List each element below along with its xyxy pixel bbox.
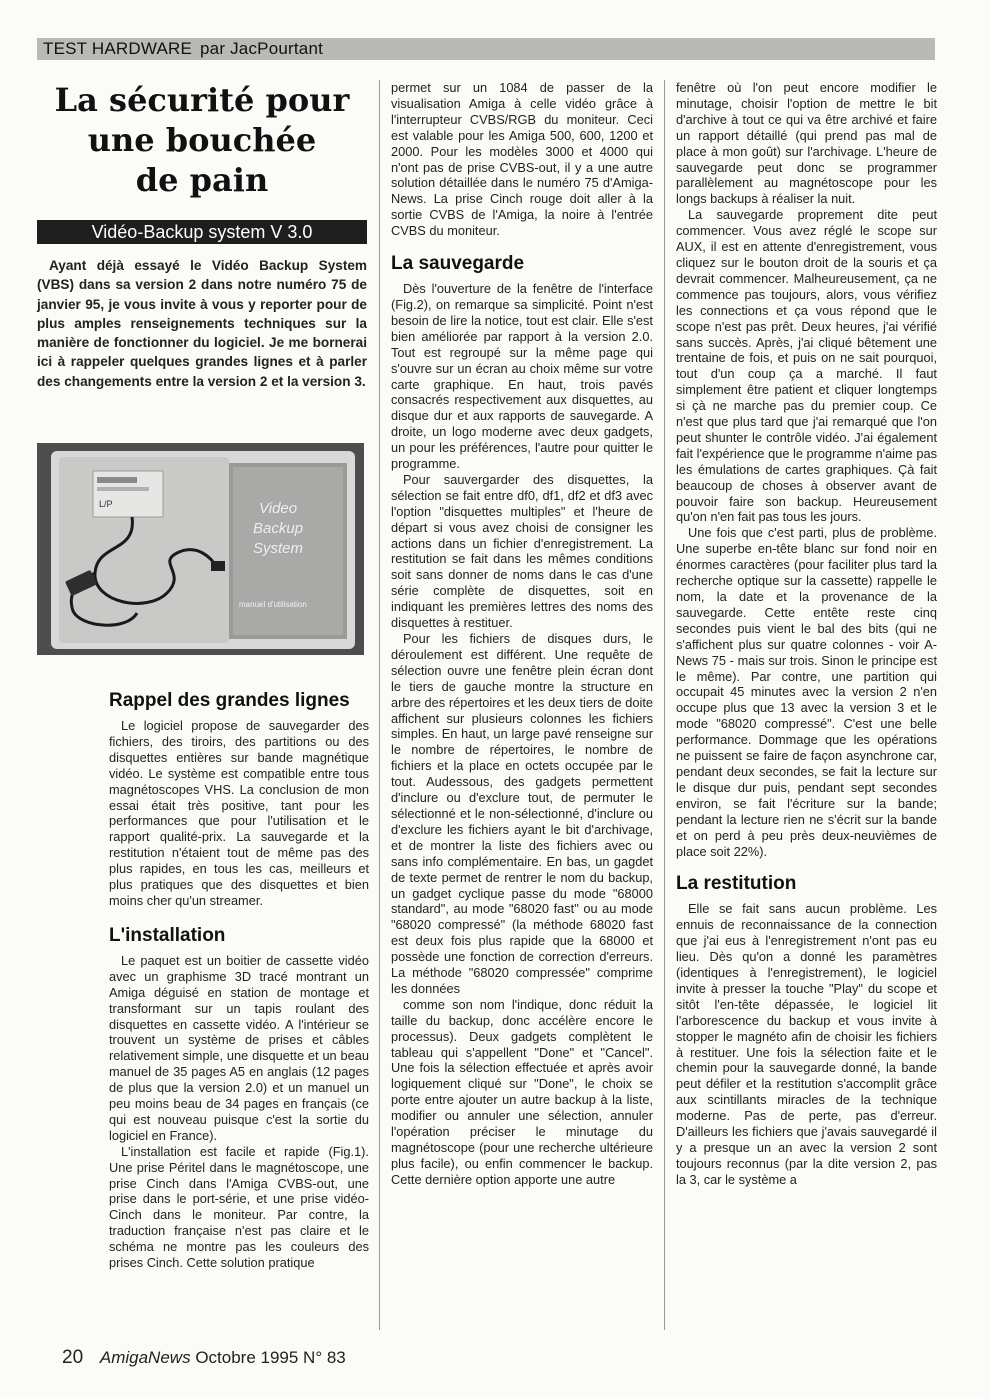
paragraph: comme son nom l'indique, donc réduit la taille du backup, donc accélère encore le processus). Deux gadgets complètent le tableau qui s'appellent "Done" et "Cancel". Une fois la sélection effectuée et après avoir logiquement cliqué sur "Done", le choix se porte entre ajouter un autre backup à la liste, modifier ou annuler une sélection, annuler l'opération préciser le minutage du magnétoscope (pour une recherche ultérieure plus facile), ou enfin commencer le backup. Cette dernière option apporte une autre — [391, 996, 653, 1187]
paragraph: La sauvegarde proprement dite peut commencer. Vous avez réglé le scope sur AUX, il est en attente d'enregistrement, vous cliquez sur le bouton droit de la souris et ça devrait commencer. Malheureusement, ça ne commence pas toujours, alors, vous vérifiez les connections et ça vous répond que le scope n'est pas prêt. Deux heures, j'ai vérifié sans succès. Après, j'ai cliqué bêtement une trentaine de fois, et puis on ne sait pourquoi, tout d'un coup ça a marché. Il faut simplement être patient et cliquer longtemps si çà ne marche pas du premier coup. Ce n'est que plus tard que j'ai remarqué que l'on peut shunter le contrôle vidéo. J'ai également fait l'expérience que le programme n'aime pas les émulations de cartes graphiques. Çà fait beaucoup de choses à observer avant de pouvoir faire son backup. Heureusement qu'on n'en fait pas tous les jours. — [676, 207, 937, 525]
paragraph: Une fois que c'est parti, plus de problème. Une superbe en-tête blanc sur fond noir en énormes caractères (pour faciliter plus tard la recherche optique sur la cassette) rappelle le nom, la date et la provenance de la sauvegarde. Cette entête reste cinq secondes puis vient le bal des bits (qui ne s'affichent plus sur quatre colonnes - voir A-News 75 - mais sur trois. Sinon le principe est le même). Par contre, une partition qui occupait 45 minutes avec la version 2 n'en occupe plus que 13 avec la version 3 et le mode "68020 compressé". C'est une belle performance. Dommage que les opérations ne puissent se faire de façon asynchrone car, pendant deux secondes, se fait la lecture sur le disque dur puis, pendant sept secondes environ, se fait l'écriture sur la bande; pendant la lecture rien ne s'écrit sur la bande et on perd à peu près deux-neuvièmes de place soit 22%). — [676, 525, 937, 859]
manual-caption: manuel d'utilisation — [239, 600, 307, 609]
column-divider — [379, 80, 380, 1330]
column-divider — [664, 80, 665, 1330]
title-line-1: La sécurité pour — [54, 81, 350, 119]
article-intro: Ayant déjà essayé le Vidéo Backup System (VBS) dans sa version 2 dans notre numéro 75 de janvier 95, je vous invite à vous y reporter pour de plus amples renseignements techniques sur la manière de fonctionner du logiciel. Je me bornerai ici à rappeler quelques grandes lignes et à parler des changements entre la version 2 et la version 3. — [37, 258, 367, 389]
article-subtitle: Vidéo-Backup system V 3.0 — [37, 220, 367, 244]
magazine-name: AmigaNews — [99, 1348, 191, 1367]
column-right — [676, 80, 937, 1188]
paragraph: Le paquet est un boitier de cassette vidéo avec un graphisme 3D tracé montrant un Amiga déguisé en station de montage et transformant sur un tapis roulant des disquettes en cassette vidéo. A l'intérieur se trouvent un système de prises et câbles relativement simple, une disquette et un beau manuel de 35 pages A5 en anglais (12 pages de plus que la version 2.0) et un manuel un peu moins beau de 34 pages en français (ce qui est nouveau puisque c'est la sortie du logiciel en France). — [109, 952, 369, 1143]
section-heading-sauvegarde: La sauvegarde — [391, 253, 525, 275]
article-title — [37, 80, 367, 200]
page-footer — [62, 1347, 346, 1369]
column-middle — [391, 80, 653, 1188]
manual-title-line-2: Backup — [253, 520, 304, 537]
title-line-2: une bouchée — [87, 121, 317, 159]
section-heading-installation: L'installation — [109, 924, 226, 946]
paragraph: Pour les fichiers de disques durs, le déroulement est différent. Une requête de sélection ouvre une fenêtre plein écran dont le tiers de gauche montre la structure en arbre des répertoires et les deux tiers de doite affichent sur plusieurs colonnes les fichiers simples. En haut, un large pavé renseigne sur le nombre de répertoires, le nombre de fichiers et la place en octets occupée par le tout. Audessous, des gadgets permettent d'inclure ou d'exclure tout, de permuter le sélectionné et le non-sélectionné, d'inclure ou d'exclure les fichiers ayant le bit d'archivage, et de montrer la liste des fichiers avec ou sans info complémentaire. En bas, un gagdet de texte permet de rentrer le nom du backup, un gadget cyclique passe du mode "68000 standard", au mode "68020 fast" ou au mode "68020 compressé" (la méthode 68020 fast est deux fois plus rapide que la 68000 et possède une fonction de correction d'erreurs. La méthode "68020 compressée" comprime les données — [391, 631, 653, 996]
paragraph: Pour sauvergarder des disquettes, la sélection se fait entre df0, df1, df2 et df3 avec l'option "disquettes multiples" et l'heure de départ si vous avez choisi de consigner les actions dans un fichier d'enregistrement. La restitution se fait dans les mêmes conditions soit sans donner de noms dans le cas d'une série complète de disquettes, soit en indiquant les premières lettres des noms des disquettes à restituer. — [391, 471, 653, 631]
paragraph: Le logiciel propose de sauvegarder des fichiers, des tiroirs, des partitions ou des disquettes entières sur bande magnétique vidéo. Le système est compatible entre tous magnétoscopes VHS. La conclusion de mon essai était très positive, tant pour les performances que pour l'utilisation et le rapport qualité-prix. La sauvegarde et la restitution n'étaient tout de même pas des plus rapides, en tous les cas, meilleurs et plus pratiques que des disquettes et bien moins cher qu'un streamer. — [109, 718, 369, 908]
section-heading-rappel: Rappel des grandes lignes — [109, 690, 350, 711]
paragraph: permet sur un 1084 de passer de la visualisation Amiga à celle vidéo grâce à l'interrupteur CVBS/RGB du moniteur. Ceci est valable pour les Amiga 500, 600, 1200 et 2000. Pour les modèles 3000 et 4000 qui n'ont pas de prise CVBS-out, il y a une autre solution détaillée dans le numéro 75 d'Amiga-News. La prise Cinch rouge doit aller à la sortie CVBS de l'Amiga, la noire à l'entrée CVBS du moniteur. — [391, 80, 653, 239]
product-photo — [37, 443, 364, 655]
module-label: L/P — [99, 499, 113, 509]
manual-title-line-3: System — [253, 540, 304, 557]
paragraph: Elle se fait sans aucun problème. Les ennuis de reconnaissance de la connection que j'ai eus à l'enregistrement n'ont pas eu lieu. Dès qu'on a donné les paramètres (identiques à l'enregistrement), le logiciel invite à presser la touche "Play" du scope et sitôt l'en-tête dépassée, le logiciel lit l'arborescence du backup et vous invite à stopper le magnéto afin de choisir les fichiers à restituer. Une fois la sélection faite et le chemin pour la sauvegarde donné, la bande peut défiler et la restitution s'accomplit grâce aux scintillants miracles de la technique moderne. Pas de perte, pas d'erreur. D'ailleurs les fichiers que j'avais sauvegardé il y a presque un an avec la version 2 sont toujours reconnus (par la dite version 2, pas la 3, car le système a — [676, 901, 937, 1187]
paragraph: Dès l'ouverture de la fenêtre de l'interface (Fig.2), on remarque sa simplicité. Point n'est besoin de lire la notice, tout est clair. Elle s'est bien améliorée par rapport à la version 2.0. Tout est regroupé sur la même page qui s'ouvre sur un écran au choix même sur votre carte graphique. En haut, trois pavés consacrés respectivement aux disquettes, au disque dur et aux rapports de sauvegarde. A droite, un logo moderne avec deux gadgets, un pour les préférences, l'autre pour quitter le programme. — [391, 281, 653, 472]
header-bar — [37, 38, 935, 60]
manual-title-line-1: Video — [259, 500, 298, 517]
section-label: TEST HARDWARE — [43, 39, 193, 58]
column-left — [109, 690, 369, 1271]
title-line-3: de pain — [135, 161, 269, 199]
issue-info: Octobre 1995 N° 83 — [195, 1348, 346, 1367]
paragraph: fenêtre où l'on peut encore modifier le minutage, choisir l'option de mettre le bit d'archive à tout ce qui va être archivé et faire un rapport détaillé (qui prend pas mal de place à mon goût) sur l'archivage. L'heure de sauvegarde peut donc se programmer parallèlement au magnétoscope pour les longs backups à réaliser la nuit. — [676, 80, 937, 207]
paragraph: L'installation est facile et rapide (Fig.1). Une prise Péritel dans le magnétoscope, une prise Cinch dans l'Amiga CVBS-out, une prise dans le port-série, et une prise vidéo-Cinch dans le moniteur. Par contre, la traduction française n'est pas claire et le schéma ne montre pas les couleurs des prises Cinch. Cette solution pratique — [109, 1143, 369, 1271]
section-heading-restitution: La restitution — [676, 873, 797, 895]
page-number: 20 — [62, 1347, 84, 1368]
author-byline: par JacPourtant — [200, 39, 324, 58]
